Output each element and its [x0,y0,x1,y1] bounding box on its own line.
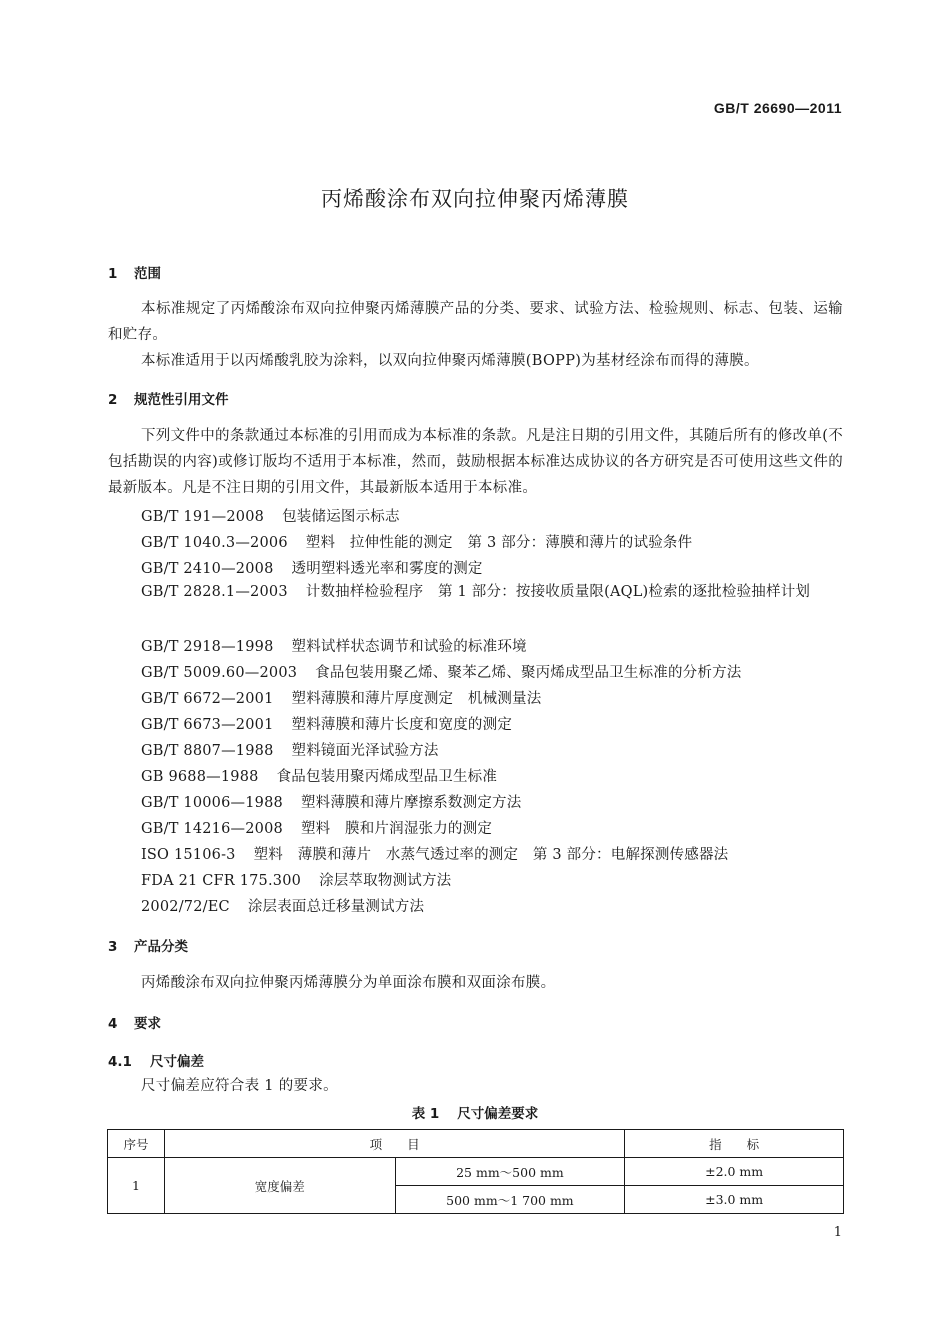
reference-item: GB/T 5009.60—2003 食品包装用聚乙烯、聚苯乙烯、聚丙烯成型品卫生标准的分析方法 [141,665,742,681]
dimension-tolerance-table [107,1129,844,1214]
section-title: 尺寸偏差 [150,1054,204,1070]
section-title: 要求 [134,1016,161,1032]
cell-no: 1 [108,1158,165,1214]
section-title: 规范性引用文件 [134,392,229,408]
cell-range: 500 mm～1 700 mm [395,1186,625,1214]
cell-range: 25 mm～500 mm [395,1158,625,1186]
section-title: 产品分类 [134,939,188,955]
table-caption [0,1102,950,1122]
reference-item: GB/T 2410—2008 透明塑料透光率和雾度的测定 [141,561,483,577]
reference-item: 2002/72/EC 涂层表面总迁移量测试方法 [141,899,425,915]
section-4-1-paragraph: 尺寸偏差应符合表 1 的要求。 [141,1078,338,1094]
cell-spec: ±3.0 mm [625,1186,844,1214]
table-header-row [108,1130,844,1158]
reference-item: GB/T 191—2008 包装储运图示标志 [141,509,400,525]
section-2-intro: 下列文件中的条款通过本标准的引用而成为本标准的条款。凡是注日期的引用文件，其随后所有的修改单(不包括勘误的内容)或修订版均不适用于本标准，然而，鼓励根据本标准达成协议的各方研究是否可使用这些文件的最新版本。凡是不注日期的引用文件，其最新版本适用于本标准。 [108,428,843,496]
header-spec: 指 标 [625,1130,844,1158]
page-number: 1 [833,1225,842,1240]
reference-item: GB/T 14216—2008 塑料 膜和片润湿张力的测定 [141,821,493,837]
header-item: 项 目 [164,1130,624,1158]
table-caption-title: 尺寸偏差要求 [457,1106,539,1122]
section-title: 范围 [134,266,161,282]
reference-item: GB/T 1040.3—2006 塑料 拉伸性能的测定 第 3 部分：薄膜和薄片的试验条件 [141,535,693,551]
section-1-paragraph-1: 本标准规定了丙烯酸涂布双向拉伸聚丙烯薄膜产品的分类、要求、试验方法、检验规则、标志、包装、运输和贮存。 [108,301,843,343]
cell-spec: ±2.0 mm [625,1158,844,1186]
section-3-heading [108,935,188,955]
reference-item: GB/T 8807—1988 塑料镜面光泽试验方法 [141,743,439,759]
reference-item: GB/T 10006—1988 塑料薄膜和薄片摩擦系数测定方法 [141,795,522,811]
cell-item: 宽度偏差 [164,1158,395,1214]
section-1-heading [108,262,161,282]
section-2-heading [108,388,229,408]
section-1-paragraph-2: 本标准适用于以丙烯酸乳胶为涂料，以双向拉伸聚丙烯薄膜(BOPP)为基材经涂布而得的薄膜。 [141,353,759,369]
reference-item: GB 9688—1988 食品包装用聚丙烯成型品卫生标准 [141,769,498,785]
section-number: 4 [108,1016,118,1032]
reference-item: GB/T 6672—2001 塑料薄膜和薄片厚度测定 机械测量法 [141,691,542,707]
reference-item: ISO 15106-3 塑料 薄膜和薄片 水蒸气透过率的测定 第 3 部分：电解探测传感器法 [141,847,729,863]
standard-number: GB/T 26690—2011 [713,100,842,116]
reference-item: GB/T 2828.1—2003 计数抽样检验程序 第 1 部分：按接收质量限(AQL)检索的逐批检验抽样计划 [141,584,811,600]
header-no: 序号 [108,1130,165,1158]
section-number: 3 [108,939,118,955]
section-3-paragraph: 丙烯酸涂布双向拉伸聚丙烯薄膜分为单面涂布膜和双面涂布膜。 [141,975,556,991]
reference-item: GB/T 2918—1998 塑料试样状态调节和试验的标准环境 [141,639,527,655]
section-number: 4.1 [108,1054,132,1070]
section-4-1-heading [108,1050,204,1070]
section-number: 1 [108,266,118,282]
section-number: 2 [108,392,118,408]
document-title: 丙烯酸涂布双向拉伸聚丙烯薄膜 [321,187,629,211]
table-row [108,1158,844,1186]
section-4-heading [108,1012,161,1032]
reference-item: GB/T 6673—2001 塑料薄膜和薄片长度和宽度的测定 [141,717,513,733]
reference-item: FDA 21 CFR 175.300 涂层萃取物测试方法 [141,873,452,889]
table-caption-number: 表 1 [411,1106,440,1122]
